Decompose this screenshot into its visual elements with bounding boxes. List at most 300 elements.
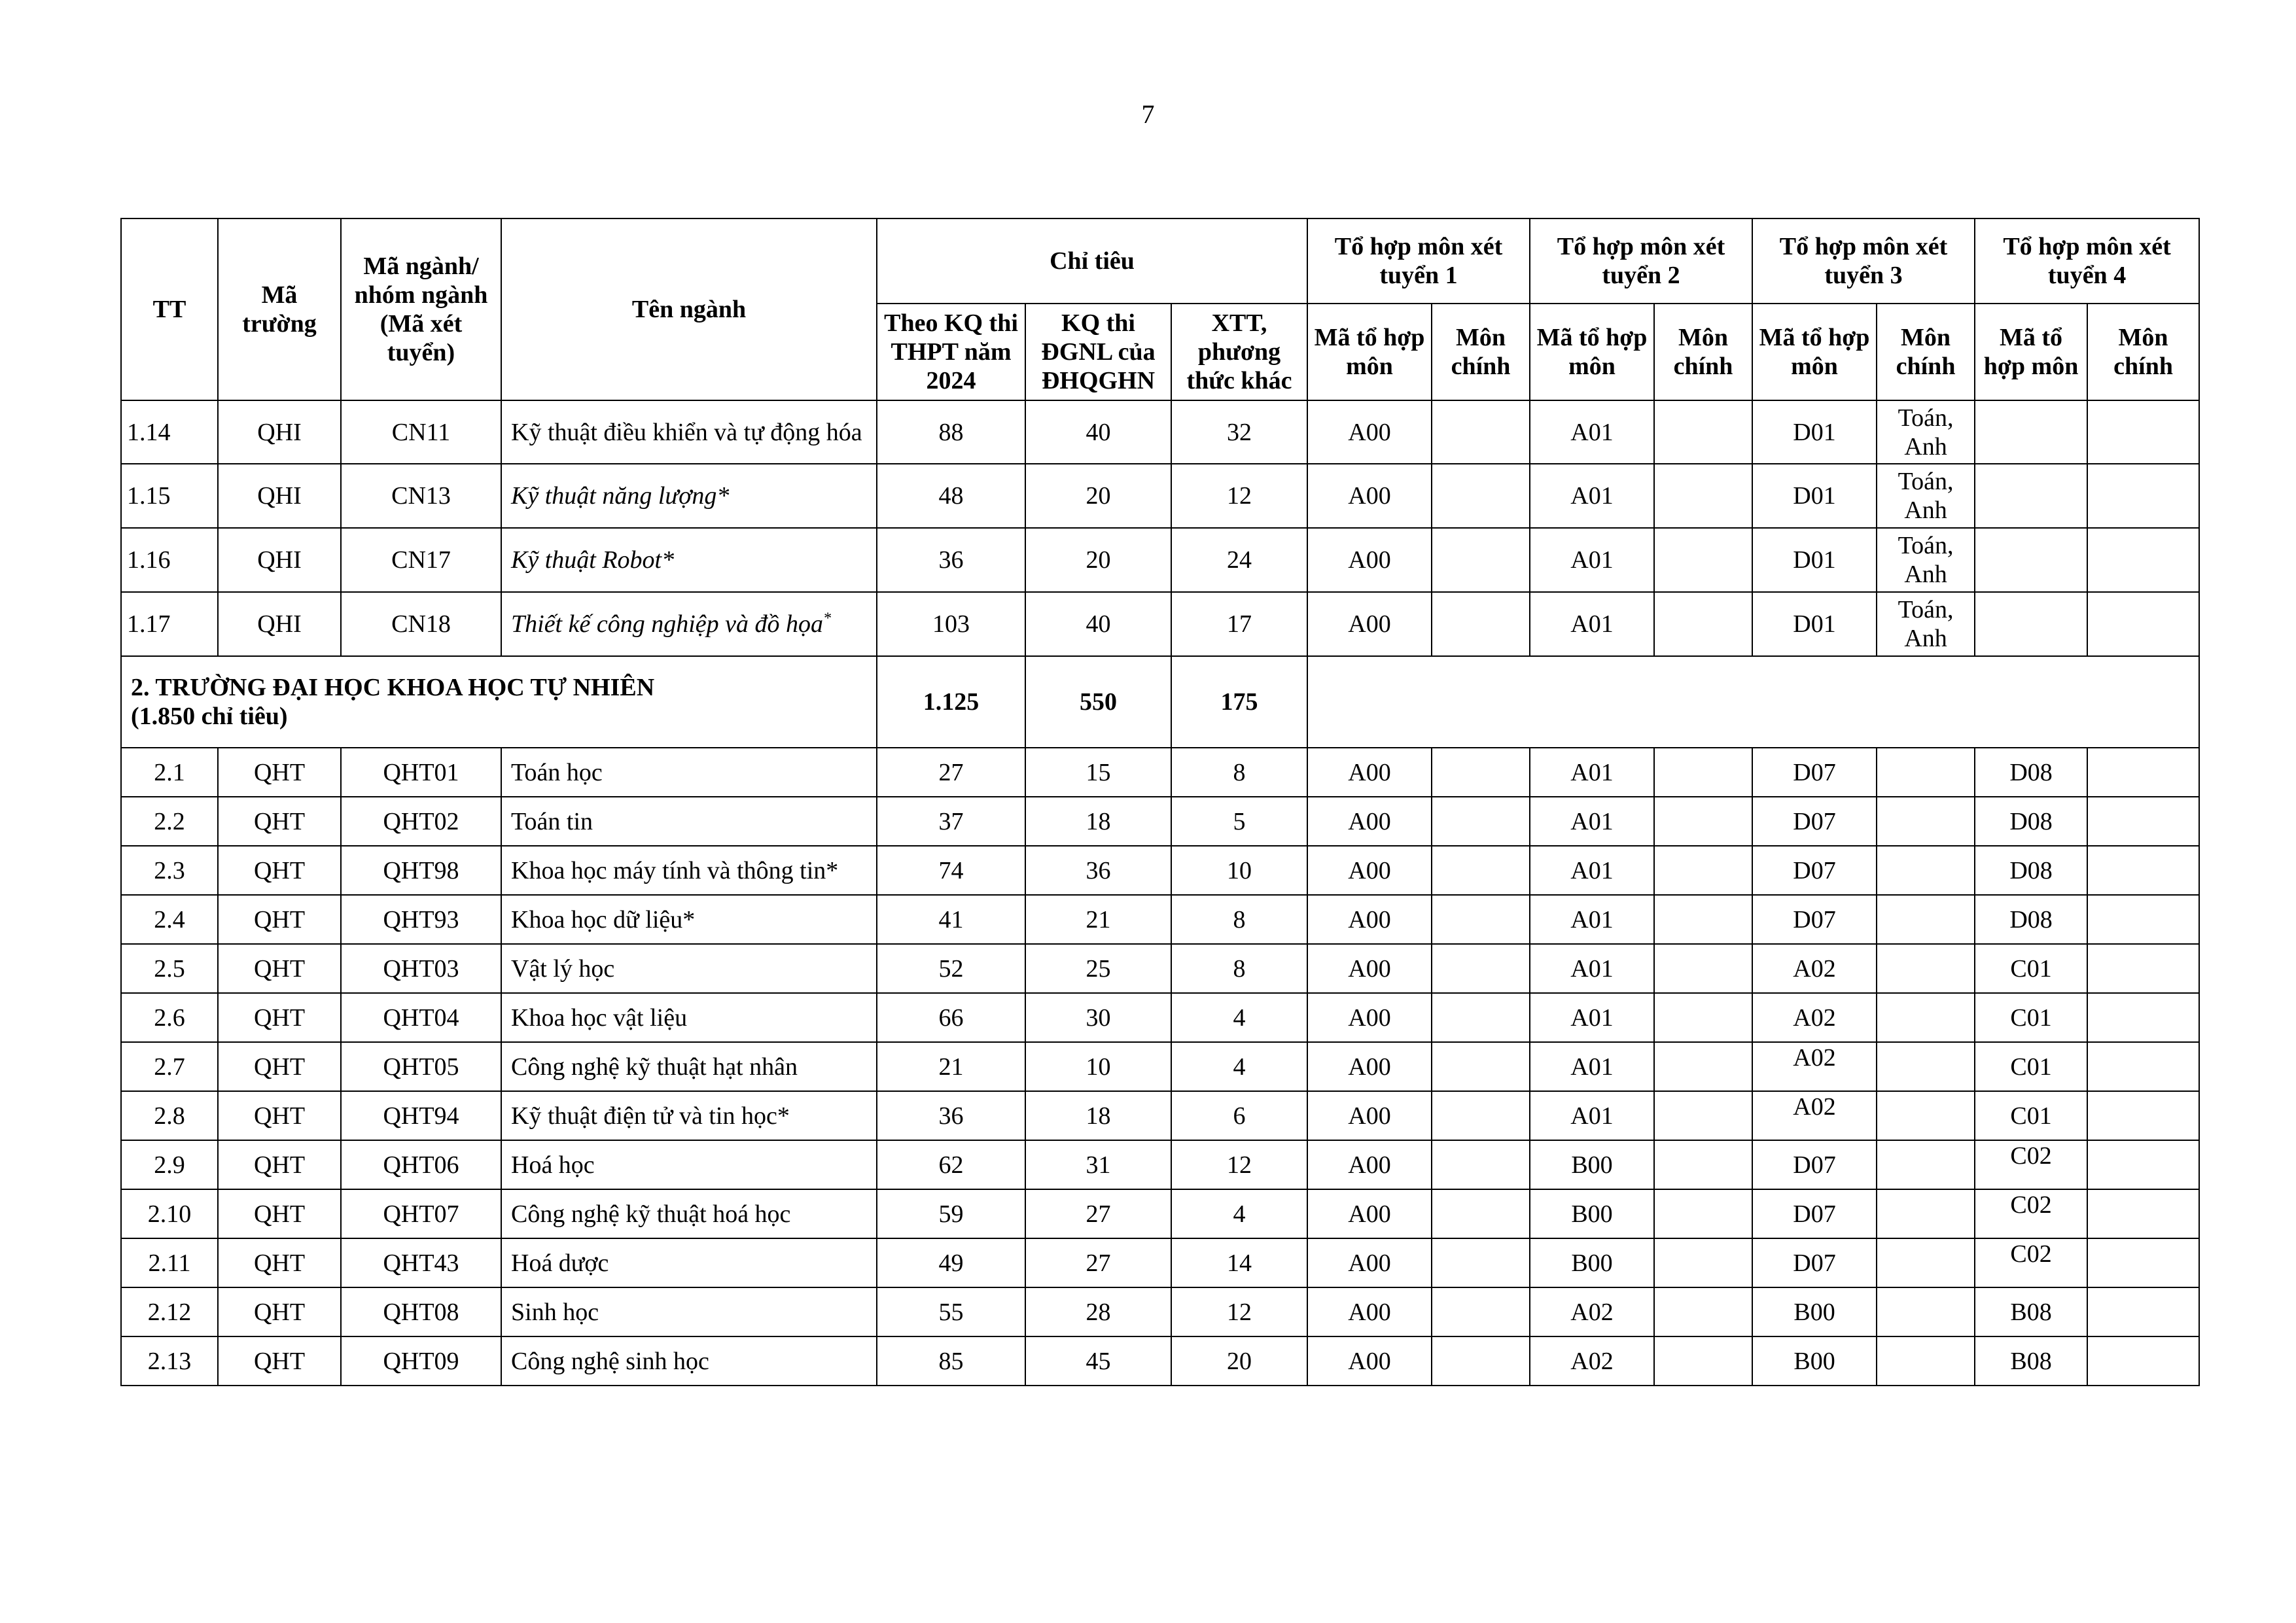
cell-ma-truong: QHT <box>218 846 341 895</box>
cell-ma-nganh: CN17 <box>341 528 501 592</box>
cell-mon-chinh-4 <box>2087 846 2199 895</box>
cell-tt: 1.15 <box>121 464 218 528</box>
cell-ma-nganh: CN13 <box>341 464 501 528</box>
table-row <box>121 895 2199 944</box>
cell-ma-nganh: QHT43 <box>341 1238 501 1287</box>
cell-to-hop-4: D08 <box>1975 895 2087 944</box>
cell-to-hop-4: B08 <box>1975 1336 2087 1386</box>
cell-to-hop-4 <box>1975 592 2087 656</box>
col-header-ten-nganh: Tên ngành <box>501 218 877 400</box>
cell-mon-chinh-2 <box>1654 464 1752 528</box>
cell-to-hop-2: A01 <box>1530 464 1654 528</box>
cell-ma-truong: QHT <box>218 748 341 797</box>
cell-thpt: 48 <box>877 464 1025 528</box>
cell-tt: 2.3 <box>121 846 218 895</box>
section-xtt: 175 <box>1171 656 1307 748</box>
cell-tt: 2.11 <box>121 1238 218 1287</box>
cell-xtt: 12 <box>1171 1140 1307 1189</box>
section-empty-cell <box>1307 656 2199 748</box>
cell-thpt: 55 <box>877 1287 1025 1336</box>
cell-to-hop-3: B00 <box>1752 1287 1877 1336</box>
cell-ten-nganh: Hoá dược <box>501 1238 877 1287</box>
cell-to-hop-4: D08 <box>1975 797 2087 846</box>
cell-to-hop-3: A02 <box>1752 944 1877 993</box>
cell-ma-nganh: QHT04 <box>341 993 501 1042</box>
cell-to-hop-4: D08 <box>1975 846 2087 895</box>
cell-to-hop-1: A00 <box>1307 1140 1432 1189</box>
cell-mon-chinh-2 <box>1654 748 1752 797</box>
cell-dgnl: 18 <box>1025 1091 1171 1140</box>
cell-to-hop-4: C01 <box>1975 993 2087 1042</box>
cell-to-hop-2: A01 <box>1530 797 1654 846</box>
cell-mon-chinh-1 <box>1432 944 1530 993</box>
section-subtitle: (1.850 chỉ tiêu) <box>131 703 288 730</box>
cell-thpt: 27 <box>877 748 1025 797</box>
cell-mon-chinh-1 <box>1432 1091 1530 1140</box>
cell-mon-chinh-3 <box>1877 895 1975 944</box>
col-header-to-hop-3: Tổ hợp môn xét tuyển 3 <box>1752 218 1975 304</box>
table-row <box>121 528 2199 592</box>
cell-mon-chinh-4 <box>2087 993 2199 1042</box>
cell-to-hop-2: A01 <box>1530 400 1654 464</box>
cell-thpt: 88 <box>877 400 1025 464</box>
cell-ma-nganh: QHT09 <box>341 1336 501 1386</box>
table-row <box>121 944 2199 993</box>
cell-ma-truong: QHT <box>218 1042 341 1091</box>
cell-xtt: 4 <box>1171 1189 1307 1238</box>
cell-xtt: 10 <box>1171 846 1307 895</box>
cell-mon-chinh-1 <box>1432 400 1530 464</box>
cell-ma-nganh: QHT03 <box>341 944 501 993</box>
cell-ma-truong: QHI <box>218 464 341 528</box>
cell-mon-chinh-1 <box>1432 528 1530 592</box>
cell-dgnl: 40 <box>1025 400 1171 464</box>
col-header-mon-chinh-1: Môn chính <box>1432 304 1530 400</box>
cell-xtt: 12 <box>1171 1287 1307 1336</box>
cell-mon-chinh-3 <box>1877 1091 1975 1140</box>
cell-xtt: 6 <box>1171 1091 1307 1140</box>
cell-to-hop-3: D07 <box>1752 1189 1877 1238</box>
cell-tt: 2.13 <box>121 1336 218 1386</box>
cell-ma-truong: QHT <box>218 1336 341 1386</box>
col-header-ma-to-hop-4: Mã tổ hợp môn <box>1975 304 2087 400</box>
cell-ten-nganh <box>501 592 877 656</box>
cell-mon-chinh-1 <box>1432 1238 1530 1287</box>
cell-mon-chinh-4 <box>2087 1238 2199 1287</box>
cell-xtt: 4 <box>1171 993 1307 1042</box>
cell-to-hop-1: A00 <box>1307 592 1432 656</box>
cell-mon-chinh-2 <box>1654 1091 1752 1140</box>
cell-ten-nganh: Toán học <box>501 748 877 797</box>
cell-ma-truong: QHI <box>218 528 341 592</box>
cell-thpt: 37 <box>877 797 1025 846</box>
cell-mon-chinh-4 <box>2087 944 2199 993</box>
col-header-mon-chinh-2: Môn chính <box>1654 304 1752 400</box>
cell-ma-nganh: QHT98 <box>341 846 501 895</box>
cell-dgnl: 45 <box>1025 1336 1171 1386</box>
cell-mon-chinh-4 <box>2087 797 2199 846</box>
cell-to-hop-1: A00 <box>1307 400 1432 464</box>
cell-ma-nganh: QHT01 <box>341 748 501 797</box>
table-row <box>121 1189 2199 1238</box>
cell-xtt: 8 <box>1171 748 1307 797</box>
cell-mon-chinh-3: Toán, Anh <box>1877 400 1975 464</box>
cell-to-hop-4: C01 <box>1975 1091 2087 1140</box>
to-hop-4-value: C02 <box>2010 1240 2052 1268</box>
table-row <box>121 1287 2199 1336</box>
footnote-mark: * <box>823 610 832 627</box>
cell-tt: 2.5 <box>121 944 218 993</box>
cell-xtt: 12 <box>1171 464 1307 528</box>
cell-ma-nganh: QHT07 <box>341 1189 501 1238</box>
cell-mon-chinh-4 <box>2087 1336 2199 1386</box>
cell-ten-nganh: Kỹ thuật điều khiển và tự động hóa <box>501 400 877 464</box>
cell-ma-truong: QHT <box>218 944 341 993</box>
cell-to-hop-2: A01 <box>1530 1091 1654 1140</box>
col-header-tt: TT <box>121 218 218 400</box>
page-number: 7 <box>1141 99 1155 129</box>
cell-ten-nganh: Kỹ thuật Robot* <box>501 528 877 592</box>
cell-tt: 1.16 <box>121 528 218 592</box>
to-hop-4-value: C02 <box>2010 1191 2052 1219</box>
cell-ten-nganh: Khoa học máy tính và thông tin* <box>501 846 877 895</box>
cell-to-hop-2: A02 <box>1530 1287 1654 1336</box>
cell-mon-chinh-1 <box>1432 1287 1530 1336</box>
cell-mon-chinh-2 <box>1654 1140 1752 1189</box>
to-hop-4-value: C02 <box>2010 1142 2052 1170</box>
cell-to-hop-3 <box>1752 1091 1877 1140</box>
cell-tt: 2.12 <box>121 1287 218 1336</box>
cell-dgnl: 27 <box>1025 1238 1171 1287</box>
cell-dgnl: 20 <box>1025 528 1171 592</box>
col-header-ma-to-hop-2: Mã tổ hợp môn <box>1530 304 1654 400</box>
cell-xtt: 8 <box>1171 944 1307 993</box>
cell-to-hop-3: D01 <box>1752 528 1877 592</box>
table-row <box>121 846 2199 895</box>
col-header-ma-to-hop-3: Mã tổ hợp môn <box>1752 304 1877 400</box>
table-row <box>121 464 2199 528</box>
table-row <box>121 748 2199 797</box>
cell-dgnl: 21 <box>1025 895 1171 944</box>
col-header-chi-tieu-dgnl: KQ thi ĐGNL của ĐHQGHN <box>1025 304 1171 400</box>
table-row <box>121 993 2199 1042</box>
cell-thpt: 36 <box>877 1091 1025 1140</box>
cell-to-hop-1: A00 <box>1307 1336 1432 1386</box>
cell-mon-chinh-1 <box>1432 1042 1530 1091</box>
section-title-cell <box>121 656 877 748</box>
col-header-ma-truong: Mã trường <box>218 218 341 400</box>
cell-to-hop-1: A00 <box>1307 464 1432 528</box>
cell-dgnl: 20 <box>1025 464 1171 528</box>
cell-to-hop-4 <box>1975 464 2087 528</box>
cell-to-hop-2: A01 <box>1530 993 1654 1042</box>
cell-to-hop-4: C01 <box>1975 1042 2087 1091</box>
cell-ma-truong: QHT <box>218 895 341 944</box>
cell-mon-chinh-4 <box>2087 1140 2199 1189</box>
cell-thpt: 49 <box>877 1238 1025 1287</box>
cell-mon-chinh-1 <box>1432 1336 1530 1386</box>
cell-ma-nganh: CN18 <box>341 592 501 656</box>
cell-to-hop-2: A01 <box>1530 895 1654 944</box>
cell-to-hop-1: A00 <box>1307 1287 1432 1336</box>
cell-ma-truong: QHT <box>218 993 341 1042</box>
cell-dgnl: 18 <box>1025 797 1171 846</box>
cell-to-hop-4 <box>1975 1189 2087 1238</box>
cell-mon-chinh-3 <box>1877 1238 1975 1287</box>
cell-mon-chinh-2 <box>1654 528 1752 592</box>
cell-thpt: 52 <box>877 944 1025 993</box>
cell-tt: 2.1 <box>121 748 218 797</box>
section-dgnl: 550 <box>1025 656 1171 748</box>
cell-to-hop-4: D08 <box>1975 748 2087 797</box>
cell-mon-chinh-1 <box>1432 748 1530 797</box>
cell-thpt: 41 <box>877 895 1025 944</box>
cell-xtt: 5 <box>1171 797 1307 846</box>
cell-mon-chinh-1 <box>1432 1140 1530 1189</box>
cell-mon-chinh-2 <box>1654 1336 1752 1386</box>
cell-to-hop-2: A01 <box>1530 748 1654 797</box>
cell-to-hop-2: A02 <box>1530 1336 1654 1386</box>
cell-tt: 1.14 <box>121 400 218 464</box>
cell-to-hop-1: A00 <box>1307 1091 1432 1140</box>
cell-mon-chinh-2 <box>1654 592 1752 656</box>
section-thpt: 1.125 <box>877 656 1025 748</box>
cell-xtt: 32 <box>1171 400 1307 464</box>
cell-dgnl: 27 <box>1025 1189 1171 1238</box>
cell-mon-chinh-1 <box>1432 797 1530 846</box>
col-header-to-hop-1: Tổ hợp môn xét tuyển 1 <box>1307 218 1530 304</box>
cell-mon-chinh-1 <box>1432 846 1530 895</box>
cell-to-hop-1: A00 <box>1307 1189 1432 1238</box>
table-row <box>121 1238 2199 1287</box>
cell-mon-chinh-3 <box>1877 1189 1975 1238</box>
cell-to-hop-1: A00 <box>1307 1238 1432 1287</box>
cell-tt: 2.6 <box>121 993 218 1042</box>
cell-mon-chinh-4 <box>2087 528 2199 592</box>
cell-ten-nganh: Kỹ thuật điện tử và tin học* <box>501 1091 877 1140</box>
cell-tt: 2.4 <box>121 895 218 944</box>
cell-to-hop-2: A01 <box>1530 944 1654 993</box>
col-header-to-hop-4: Tổ hợp môn xét tuyển 4 <box>1975 218 2199 304</box>
cell-mon-chinh-4 <box>2087 895 2199 944</box>
cell-to-hop-3: D07 <box>1752 895 1877 944</box>
cell-to-hop-3: D07 <box>1752 748 1877 797</box>
cell-dgnl: 25 <box>1025 944 1171 993</box>
cell-ten-nganh: Toán tin <box>501 797 877 846</box>
cell-dgnl: 10 <box>1025 1042 1171 1091</box>
cell-mon-chinh-4 <box>2087 1042 2199 1091</box>
cell-mon-chinh-2 <box>1654 797 1752 846</box>
cell-to-hop-2: A01 <box>1530 528 1654 592</box>
cell-mon-chinh-3: Toán, Anh <box>1877 528 1975 592</box>
cell-ma-nganh: QHT94 <box>341 1091 501 1140</box>
cell-to-hop-4 <box>1975 1238 2087 1287</box>
cell-mon-chinh-2 <box>1654 1042 1752 1091</box>
cell-to-hop-1: A00 <box>1307 944 1432 993</box>
cell-to-hop-2: B00 <box>1530 1140 1654 1189</box>
cell-ten-nganh: Kỹ thuật năng lượng* <box>501 464 877 528</box>
cell-xtt: 4 <box>1171 1042 1307 1091</box>
cell-ten-nganh: Công nghệ sinh học <box>501 1336 877 1386</box>
table-row <box>121 592 2199 656</box>
cell-ma-nganh: QHT02 <box>341 797 501 846</box>
cell-ten-nganh: Sinh học <box>501 1287 877 1336</box>
cell-to-hop-3: D07 <box>1752 1140 1877 1189</box>
cell-ma-truong: QHI <box>218 592 341 656</box>
cell-to-hop-4: B08 <box>1975 1287 2087 1336</box>
cell-tt: 1.17 <box>121 592 218 656</box>
cell-thpt: 66 <box>877 993 1025 1042</box>
cell-ma-truong: QHT <box>218 797 341 846</box>
section-row <box>121 656 2199 748</box>
cell-to-hop-2: A01 <box>1530 592 1654 656</box>
cell-mon-chinh-1 <box>1432 895 1530 944</box>
cell-thpt: 103 <box>877 592 1025 656</box>
cell-tt: 2.9 <box>121 1140 218 1189</box>
cell-mon-chinh-3: Toán, Anh <box>1877 464 1975 528</box>
cell-mon-chinh-1 <box>1432 464 1530 528</box>
cell-ma-truong: QHT <box>218 1189 341 1238</box>
cell-thpt: 21 <box>877 1042 1025 1091</box>
cell-tt: 2.10 <box>121 1189 218 1238</box>
col-header-mon-chinh-3: Môn chính <box>1877 304 1975 400</box>
table-row <box>121 1091 2199 1140</box>
table-row <box>121 1042 2199 1091</box>
cell-mon-chinh-2 <box>1654 944 1752 993</box>
cell-to-hop-3 <box>1752 1042 1877 1091</box>
cell-mon-chinh-3 <box>1877 1140 1975 1189</box>
cell-ma-truong: QHT <box>218 1287 341 1336</box>
cell-mon-chinh-1 <box>1432 592 1530 656</box>
cell-thpt: 36 <box>877 528 1025 592</box>
cell-ten-nganh: Khoa học dữ liệu* <box>501 895 877 944</box>
cell-mon-chinh-2 <box>1654 895 1752 944</box>
cell-to-hop-1: A00 <box>1307 797 1432 846</box>
cell-to-hop-4 <box>1975 1140 2087 1189</box>
cell-dgnl: 31 <box>1025 1140 1171 1189</box>
cell-to-hop-3: D07 <box>1752 797 1877 846</box>
cell-to-hop-4 <box>1975 528 2087 592</box>
cell-mon-chinh-2 <box>1654 1238 1752 1287</box>
cell-to-hop-2: A01 <box>1530 1042 1654 1091</box>
cell-mon-chinh-2 <box>1654 1287 1752 1336</box>
table-row <box>121 1140 2199 1189</box>
cell-dgnl: 30 <box>1025 993 1171 1042</box>
cell-ma-nganh: QHT08 <box>341 1287 501 1336</box>
cell-mon-chinh-4 <box>2087 1287 2199 1336</box>
cell-to-hop-2: A01 <box>1530 846 1654 895</box>
col-header-ma-to-hop-1: Mã tổ hợp môn <box>1307 304 1432 400</box>
admission-table <box>120 218 2200 1386</box>
table-row <box>121 400 2199 464</box>
cell-ma-nganh: QHT93 <box>341 895 501 944</box>
cell-to-hop-3: D07 <box>1752 846 1877 895</box>
cell-mon-chinh-3 <box>1877 1042 1975 1091</box>
cell-mon-chinh-1 <box>1432 993 1530 1042</box>
cell-xtt: 8 <box>1171 895 1307 944</box>
cell-to-hop-2: B00 <box>1530 1238 1654 1287</box>
cell-to-hop-4: C01 <box>1975 944 2087 993</box>
cell-mon-chinh-3 <box>1877 993 1975 1042</box>
cell-mon-chinh-1 <box>1432 1189 1530 1238</box>
cell-thpt: 62 <box>877 1140 1025 1189</box>
cell-ma-truong: QHT <box>218 1140 341 1189</box>
cell-to-hop-3: D01 <box>1752 464 1877 528</box>
cell-mon-chinh-4 <box>2087 464 2199 528</box>
cell-to-hop-1: A00 <box>1307 993 1432 1042</box>
cell-mon-chinh-2 <box>1654 993 1752 1042</box>
cell-dgnl: 40 <box>1025 592 1171 656</box>
cell-dgnl: 15 <box>1025 748 1171 797</box>
cell-ten-nganh: Vật lý học <box>501 944 877 993</box>
col-header-chi-tieu: Chỉ tiêu <box>877 218 1307 304</box>
cell-ten-nganh: Công nghệ kỹ thuật hạt nhân <box>501 1042 877 1091</box>
cell-mon-chinh-2 <box>1654 1189 1752 1238</box>
cell-xtt: 17 <box>1171 592 1307 656</box>
cell-ma-truong: QHT <box>218 1091 341 1140</box>
cell-mon-chinh-3 <box>1877 1287 1975 1336</box>
cell-to-hop-4 <box>1975 400 2087 464</box>
cell-tt: 2.7 <box>121 1042 218 1091</box>
cell-mon-chinh-3 <box>1877 797 1975 846</box>
to-hop-3-value: A02 <box>1793 1092 1836 1121</box>
cell-ma-nganh: QHT06 <box>341 1140 501 1189</box>
cell-mon-chinh-3 <box>1877 944 1975 993</box>
cell-to-hop-3: D01 <box>1752 400 1877 464</box>
cell-mon-chinh-4 <box>2087 592 2199 656</box>
cell-to-hop-3: B00 <box>1752 1336 1877 1386</box>
cell-mon-chinh-3 <box>1877 748 1975 797</box>
cell-dgnl: 28 <box>1025 1287 1171 1336</box>
col-header-chi-tieu-xtt: XTT, phương thức khác <box>1171 304 1307 400</box>
table-row <box>121 1336 2199 1386</box>
cell-mon-chinh-4 <box>2087 1189 2199 1238</box>
cell-mon-chinh-3: Toán, Anh <box>1877 592 1975 656</box>
ten-nganh-text: Thiết kế công nghiệp và đồ họa <box>511 610 824 638</box>
cell-ten-nganh: Công nghệ kỹ thuật hoá học <box>501 1189 877 1238</box>
cell-mon-chinh-3 <box>1877 846 1975 895</box>
col-header-chi-tieu-thpt: Theo KQ thi THPT năm 2024 <box>877 304 1025 400</box>
cell-thpt: 74 <box>877 846 1025 895</box>
cell-to-hop-3: D01 <box>1752 592 1877 656</box>
col-header-mon-chinh-4: Môn chính <box>2087 304 2199 400</box>
cell-mon-chinh-2 <box>1654 846 1752 895</box>
col-header-to-hop-2: Tổ hợp môn xét tuyển 2 <box>1530 218 1752 304</box>
cell-xtt: 14 <box>1171 1238 1307 1287</box>
cell-mon-chinh-4 <box>2087 748 2199 797</box>
cell-to-hop-2: B00 <box>1530 1189 1654 1238</box>
cell-ma-nganh: QHT05 <box>341 1042 501 1091</box>
cell-to-hop-3: D07 <box>1752 1238 1877 1287</box>
table-row <box>121 797 2199 846</box>
cell-tt: 2.2 <box>121 797 218 846</box>
cell-ten-nganh: Khoa học vật liệu <box>501 993 877 1042</box>
to-hop-3-value: A02 <box>1793 1043 1836 1072</box>
cell-tt: 2.8 <box>121 1091 218 1140</box>
cell-to-hop-3: A02 <box>1752 993 1877 1042</box>
cell-dgnl: 36 <box>1025 846 1171 895</box>
cell-to-hop-1: A00 <box>1307 846 1432 895</box>
cell-to-hop-1: A00 <box>1307 528 1432 592</box>
section-title: 2. TRƯỜNG ĐẠI HỌC KHOA HỌC TỰ NHIÊN <box>131 674 655 701</box>
cell-xtt: 20 <box>1171 1336 1307 1386</box>
cell-to-hop-1: A00 <box>1307 748 1432 797</box>
cell-ten-nganh: Hoá học <box>501 1140 877 1189</box>
cell-to-hop-1: A00 <box>1307 895 1432 944</box>
cell-ma-truong: QHI <box>218 400 341 464</box>
cell-thpt: 85 <box>877 1336 1025 1386</box>
cell-mon-chinh-4 <box>2087 400 2199 464</box>
